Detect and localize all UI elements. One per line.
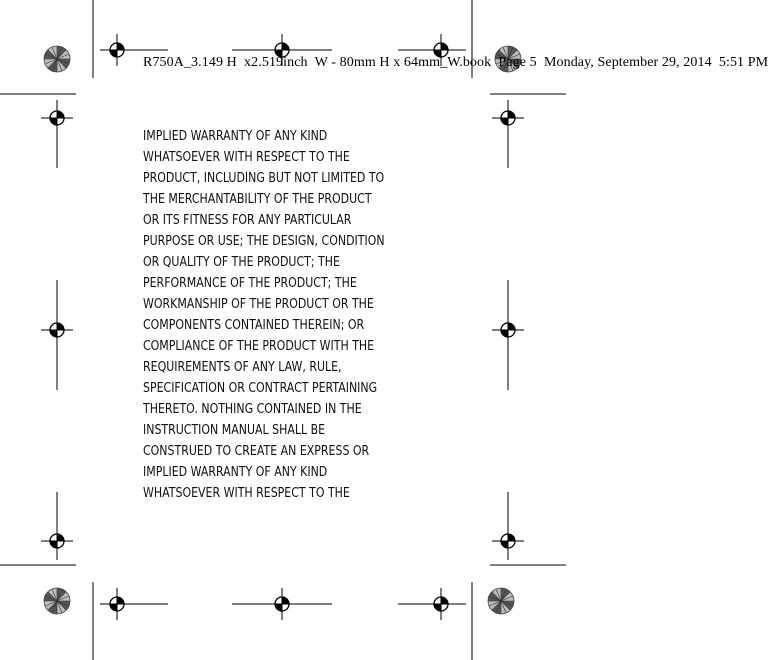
text-line: REQUIREMENTS OF ANY LAW, RULE, xyxy=(143,360,342,375)
text-line: THERETO. NOTHING CONTAINED IN THE xyxy=(143,402,362,417)
text-line: CONSTRUED TO CREATE AN EXPRESS OR xyxy=(143,444,370,459)
text-line: PURPOSE OR USE; THE DESIGN, CONDITION xyxy=(143,234,385,249)
text-line: PRODUCT, INCLUDING BUT NOT LIMITED TO xyxy=(143,171,385,186)
text-line: OR ITS FITNESS FOR ANY PARTICULAR xyxy=(143,213,352,228)
text-line: WORKMANSHIP OF THE PRODUCT OR THE xyxy=(143,297,374,312)
text-line: THE MERCHANTABILITY OF THE PRODUCT xyxy=(143,192,372,207)
text-line: COMPLIANCE OF THE PRODUCT WITH THE xyxy=(143,339,375,354)
text-line: SPECIFICATION OR CONTRACT PERTAINING xyxy=(143,381,378,396)
text-line: WHATSOEVER WITH RESPECT TO THE xyxy=(143,486,350,501)
text-line: INSTRUCTION MANUAL SHALL BE xyxy=(143,423,326,438)
text-line: IMPLIED WARRANTY OF ANY KIND xyxy=(143,129,328,144)
file-slug-header: R750A_3.149 H x2.519inch W - 80mm H x 64mm_W.book Page 5 Monday, September 29, 2014 5:51 PM xyxy=(143,55,769,70)
text-line: COMPONENTS CONTAINED THEREIN; OR xyxy=(143,318,365,333)
text-line: WHATSOEVER WITH RESPECT TO THE xyxy=(143,150,350,165)
warranty-text-block xyxy=(143,126,385,504)
text-line: PERFORMANCE OF THE PRODUCT; THE xyxy=(143,276,357,291)
text-line: OR QUALITY OF THE PRODUCT; THE xyxy=(143,255,340,270)
text-line: IMPLIED WARRANTY OF ANY KIND xyxy=(143,465,328,480)
